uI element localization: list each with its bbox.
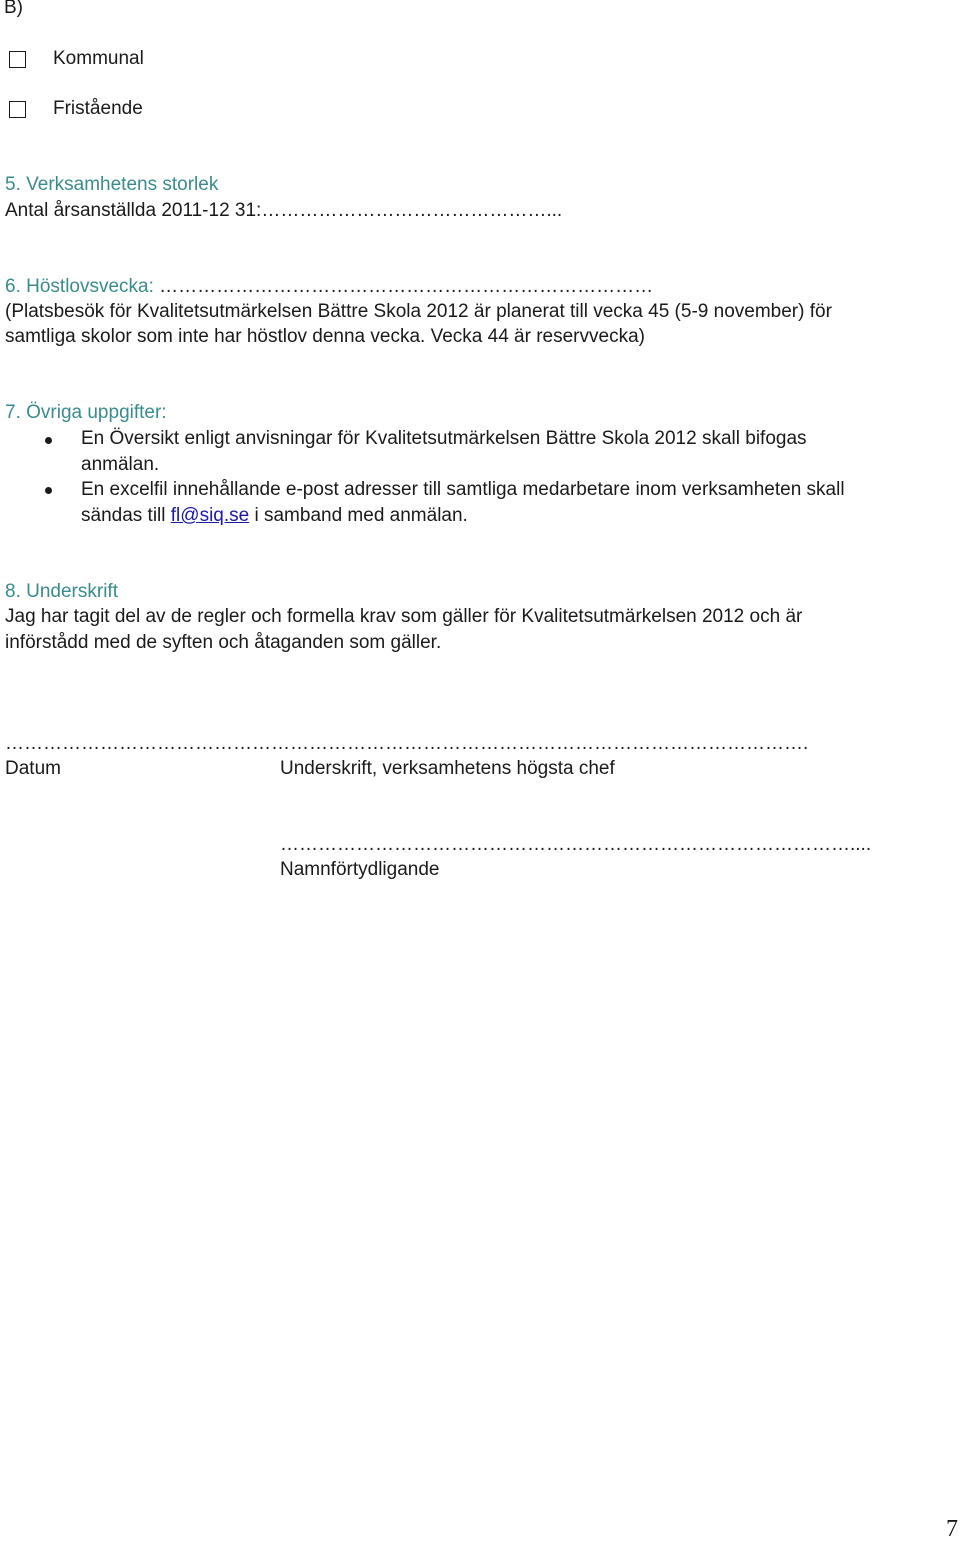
section7-heading: 7. Övriga uppgifter: xyxy=(5,402,167,423)
section7-item2-line2 xyxy=(81,505,468,527)
section6-heading: 6. Höstlovsvecka: xyxy=(5,276,160,297)
section8-heading: 8. Underskrift xyxy=(5,581,118,602)
bullet-icon xyxy=(45,487,52,494)
bullet-icon xyxy=(45,437,52,444)
section8-text-line1: Jag har tagit del av de regler och formella krav som gäller för Kvalitetsutmärkelsen 2012 och är xyxy=(5,606,803,627)
name-clarification-label: Namnförtydligande xyxy=(280,859,440,880)
signature-label: Underskrift, verksamhetens högsta chef xyxy=(280,758,615,779)
employees-label: Antal årsanställda 2011-12 31: xyxy=(5,200,262,221)
section5-heading: 5. Verksamhetens storlek xyxy=(5,174,219,195)
section7-item1-line1: En Översikt enligt anvisningar för Kvalitetsutmärkelsen Bättre Skola 2012 skall bifogas xyxy=(81,428,807,449)
fristaende-label: Fristående xyxy=(53,98,143,119)
section-b-label: B) xyxy=(4,0,23,18)
section7-item1-line2: anmälan. xyxy=(81,454,160,475)
email-link[interactable]: fl@siq.se xyxy=(170,505,250,526)
section6-note-line1: (Platsbesök för Kvalitetsutmärkelsen Bättre Skola 2012 är planerat till vecka 45 (5-9 november) för xyxy=(5,301,832,322)
section7-item2-line1: En excelfil innehållande e-post adresser till samtliga medarbetare inom verksamheten skall xyxy=(81,479,845,500)
date-signature-dotted-line[interactable]: ………………………………………………………………………………………………………………. xyxy=(5,733,809,754)
kommunal-label: Kommunal xyxy=(53,48,144,69)
section8-text-line2: införstådd med de syften och åtaganden som gäller. xyxy=(5,632,442,653)
section6-note-line2: samtliga skolor som inte har höstlov denna vecka. Vecka 44 är reservvecka) xyxy=(5,326,645,347)
employees-dots: ………………………………………... xyxy=(261,200,563,221)
section7-item2-pre: sändas till xyxy=(81,505,171,526)
fristaende-checkbox[interactable] xyxy=(9,101,26,118)
kommunal-checkbox[interactable] xyxy=(9,51,26,68)
section7-item2-post: i samband med anmälan. xyxy=(249,505,468,526)
date-label: Datum xyxy=(5,758,61,779)
autumn-break-dots[interactable]: …………………………………………………………………… xyxy=(159,276,654,297)
name-clarification-dotted-line[interactable]: ……………………………………………………………………………….... xyxy=(280,834,872,855)
page-number: 7 xyxy=(946,1516,958,1542)
section6-heading-line xyxy=(5,276,955,298)
employees-field[interactable] xyxy=(5,200,562,222)
